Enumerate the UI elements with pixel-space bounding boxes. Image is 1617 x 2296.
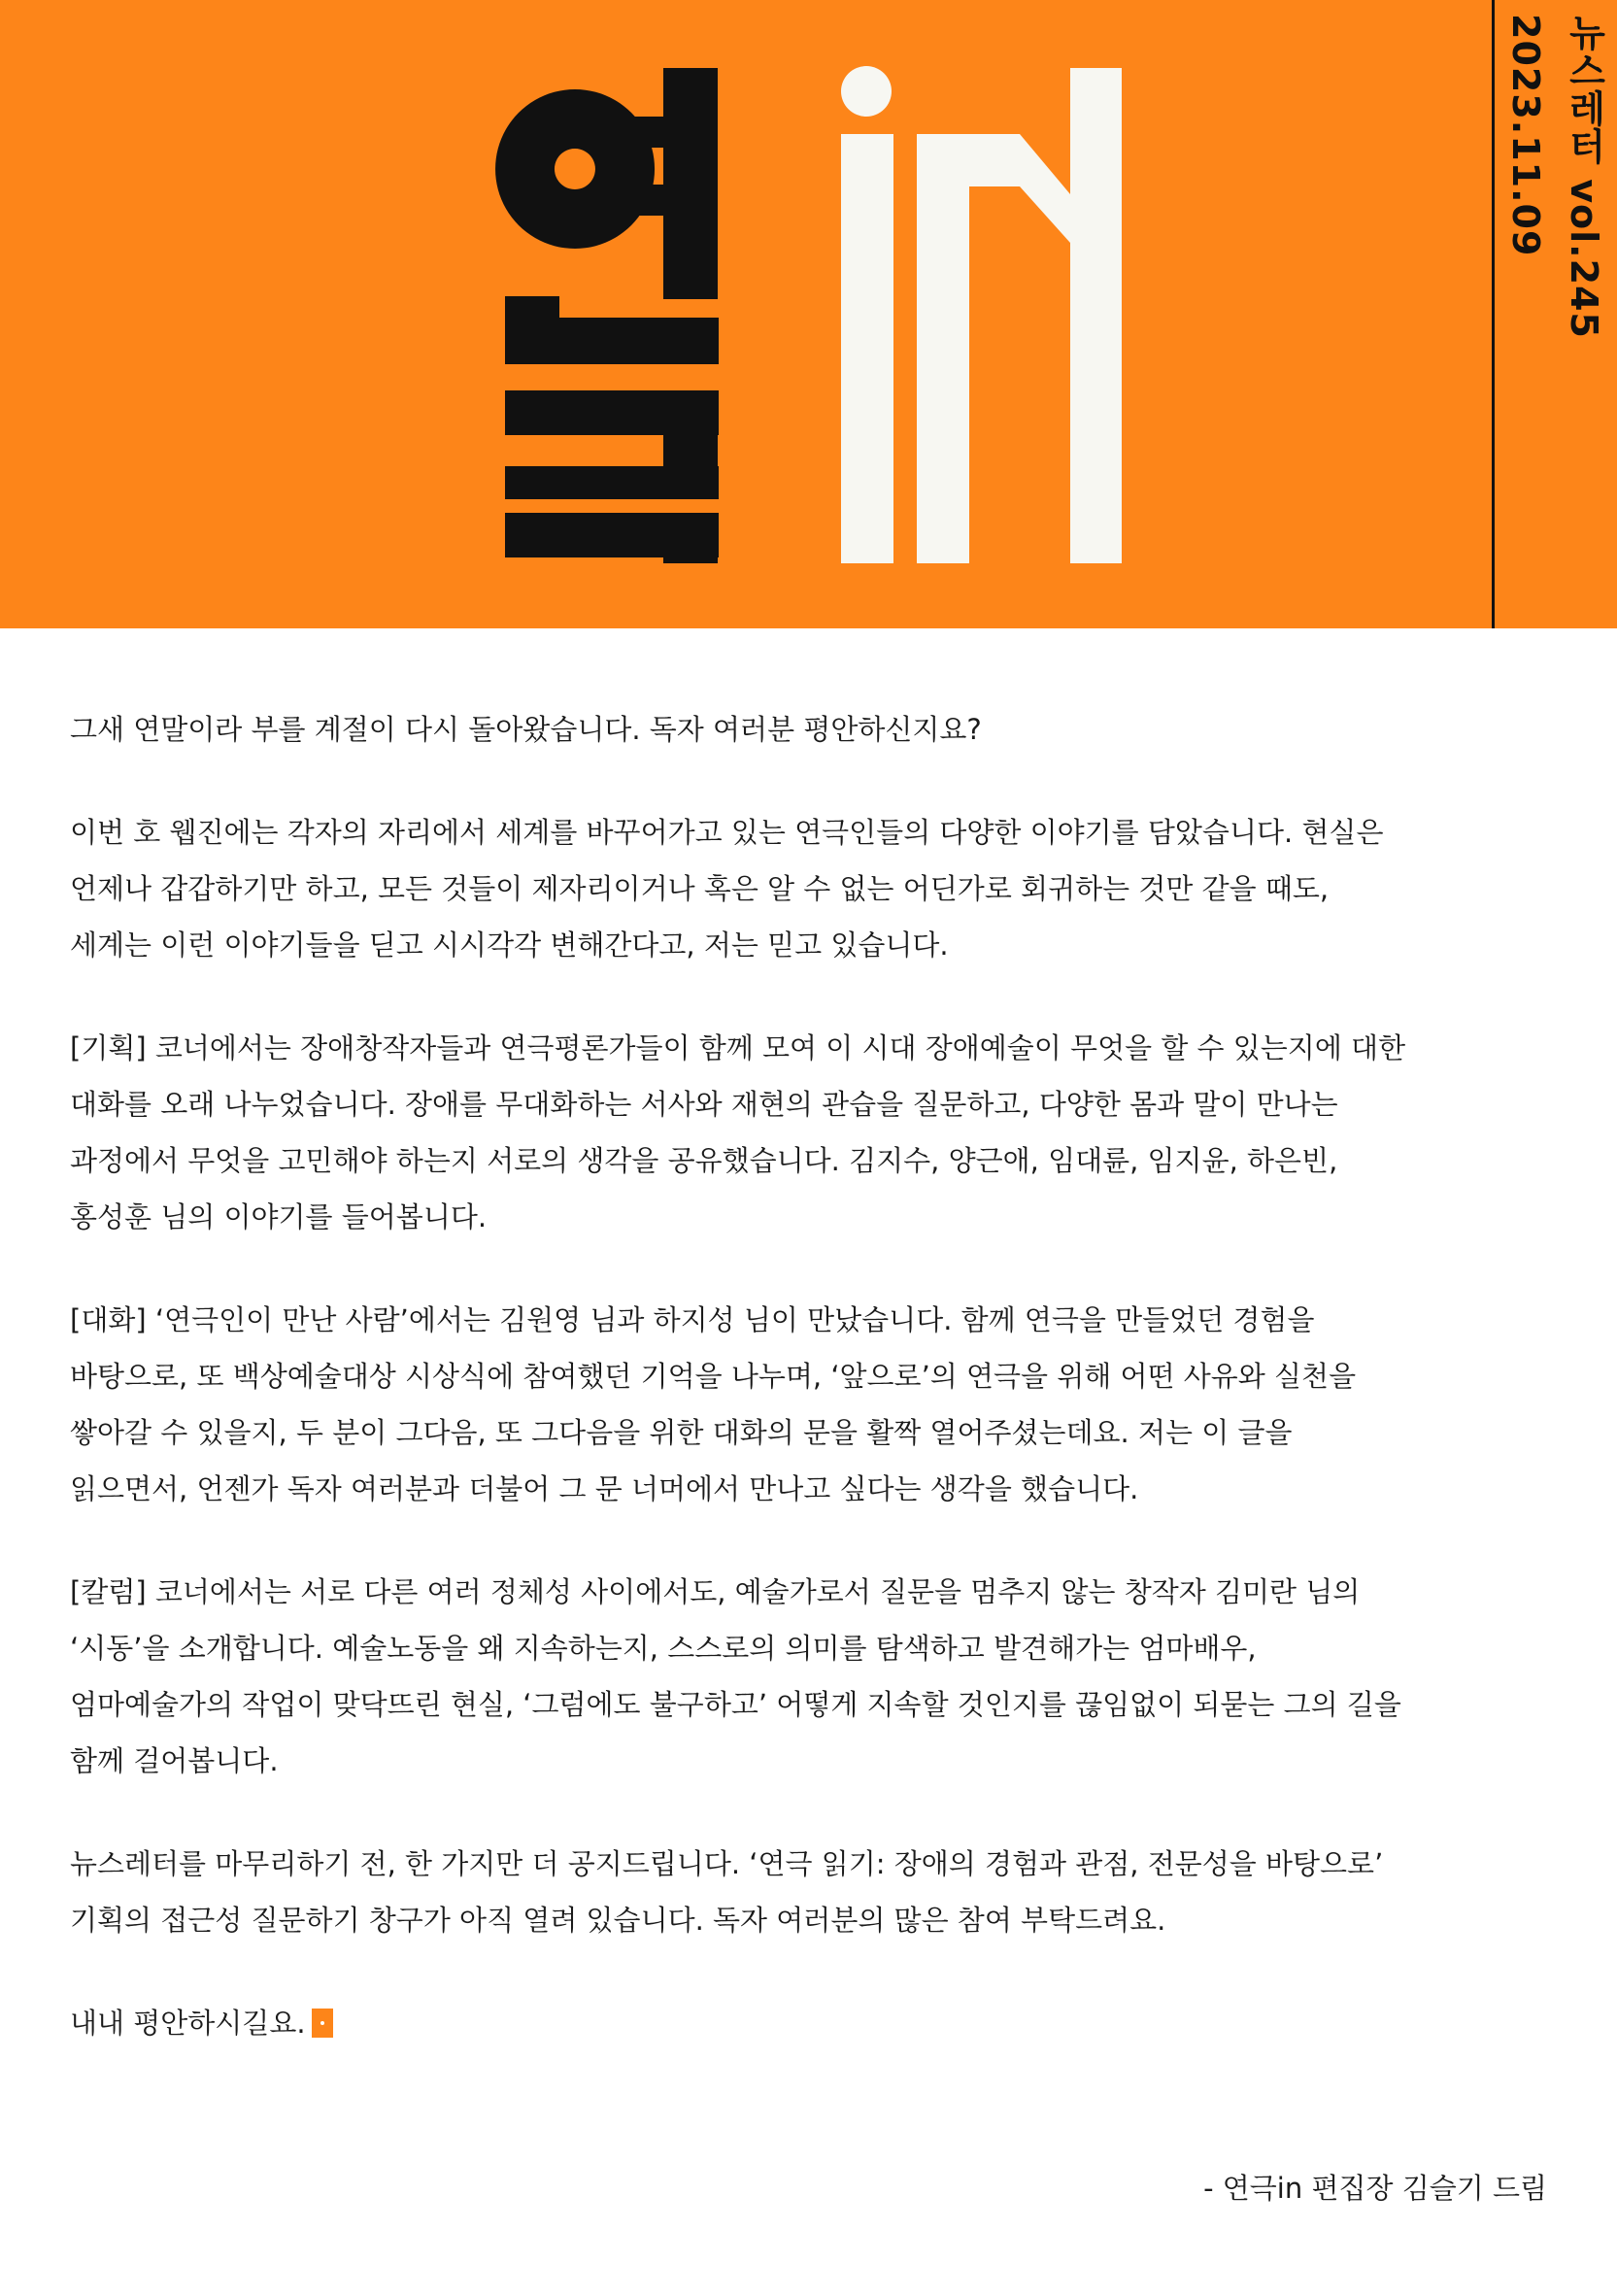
paragraph-notice: 뉴스레터를 마무리하기 전, 한 가지만 더 공지드립니다. ‘연극 읽기: 장애의 경험과 관점, 전문성을 바탕으로’ 기획의 접근성 질문하기 창구가 아직 열려 있습니다. 독자 여러분의 많은 참여 부탁드려요. (70, 1847, 1384, 1937)
yeongeuk-in-logo (0, 0, 1617, 628)
closing-text: 내내 평안하시길요. (70, 2007, 306, 2040)
newsletter-body (70, 701, 1556, 2051)
paragraph-column: [칼럼] 코너에서는 서로 다른 여러 정체성 사이에서도, 예술가로서 질문을 멈추지 않는 창작자 김미란 님의 ‘시동’을 소개합니다. 예술노동을 왜 지속하는지, 스스로의 의미를 탐색하고 발견해가는 엄마배우, 엄마예술가의 작업이 맞닥뜨린 현실, ‘그럼에도 불구하고’ 어떻게 지속할 것인지를 끊임없이 되묻는 그의 길을 함께 걸어봅니다. (70, 1575, 1401, 1777)
paragraph-conversation: [대화] ‘연극인이 만난 사람’에서는 김원영 님과 하지성 님이 만났습니다. 함께 연극을 만들었던 경험을 바탕으로, 또 백상예술대상 시상식에 참여했던 기억을 나누며, ‘앞으로’의 연극을 위해 어떤 사유와 실천을 쌓아갈 수 있을지, 두 분이 그다음, 또 그다음을 위한 대화의 문을 활짝 열어주셨는데요. 저는 이 글을 읽으면서, 언젠가 독자 여러분과 더불어 그 문 너머에서 만나고 싶다는 생각을 했습니다. (70, 1303, 1357, 1505)
orange-marker-icon (312, 2009, 333, 2038)
issue-date: 2023.11.09 (1504, 14, 1547, 257)
paragraph-planning: [기획] 코너에서는 장애창작자들과 연극평론가들이 함께 모여 이 시대 장애예술이 무엇을 할 수 있는지에 대한 대화를 오래 나누었습니다. 장애를 무대화하는 서사와 재현의 관습을 질문하고, 다양한 몸과 말이 만나는 과정에서 무엇을 고민해야 하는지 서로의 생각을 공유했습니다. 김지수, 양근애, 임대륜, 임지윤, 하은빈, 홍성훈 님의 이야기를 들어봅니다. (70, 1031, 1406, 1233)
editor-signature: - 연극in 편집장 김슬기 드림 (1203, 2172, 1547, 2205)
newsletter-volume: 뉴스레터 vol.245 (1563, 14, 1605, 339)
closing-line (70, 1995, 1556, 2051)
paragraph-greeting: 그새 연말이라 부를 계절이 다시 돌아왔습니다. 독자 여러분 평안하신지요? (70, 713, 982, 746)
header-divider-line (1492, 0, 1495, 628)
header-banner (0, 0, 1617, 628)
paragraph-intro: 이번 호 웹진에는 각자의 자리에서 세계를 바꾸어가고 있는 연극인들의 다양한 이야기를 담았습니다. 현실은 언제나 갑갑하기만 하고, 모든 것들이 제자리이거나 혹은 알 수 없는 어딘가로 회귀하는 것만 같을 때도, 세계는 이런 이야기들을 딛고 시시각각 변해간다고, 저는 믿고 있습니다. (70, 816, 1384, 962)
